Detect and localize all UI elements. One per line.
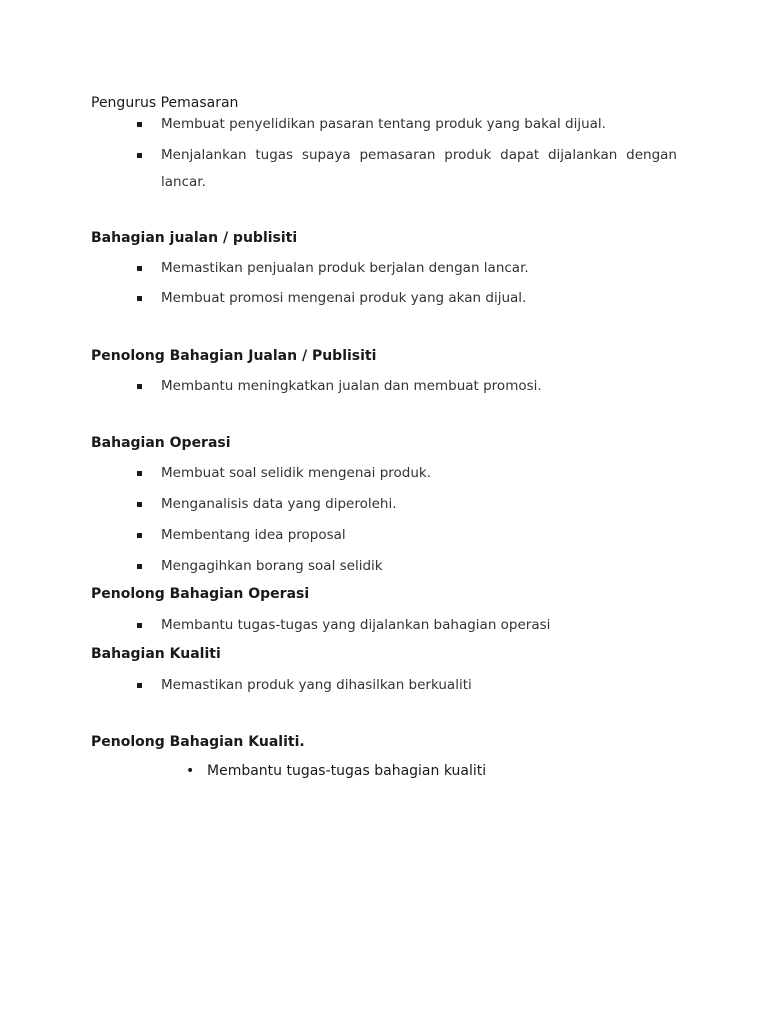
list-item-text: Membuat promosi mengenai produk yang akan dijual. [161, 290, 527, 306]
list-item-text: Mengagihkan borang soal selidik [161, 558, 383, 574]
section-heading-bahagian-jualan: Bahagian jualan / publisiti [91, 230, 298, 246]
list-item-text: Membuat soal selidik mengenai produk. [161, 465, 432, 481]
list-item-text: Menjalankan tugas supaya pemasaran produk dapat dijalankan dengan lancar. [161, 147, 677, 190]
section-heading-penolong-kualiti: Penolong Bahagian Kualiti. [91, 734, 305, 750]
list-item-text: Memastikan produk yang dihasilkan berkualiti [161, 677, 472, 693]
square-bullet-icon [137, 502, 142, 507]
square-bullet-icon [137, 296, 142, 301]
square-bullet-icon [137, 683, 142, 688]
list-item-text: Membentang idea proposal [161, 527, 346, 543]
square-bullet-icon [137, 533, 142, 538]
list-item-text: Menganalisis data yang diperolehi. [161, 496, 397, 512]
section-heading-penolong-operasi: Penolong Bahagian Operasi [91, 586, 310, 602]
section-heading-penolong-jualan: Penolong Bahagian Jualan / Publisiti [91, 348, 377, 364]
round-bullet-icon: • [186, 763, 195, 779]
list-item-text: Membuat penyelidikan pasaran tentang produk yang bakal dijual. [161, 116, 606, 132]
list-item-text: Membantu tugas-tugas yang dijalankan bahagian operasi [161, 617, 551, 633]
square-bullet-icon [137, 623, 142, 628]
square-bullet-icon [137, 471, 142, 476]
section-heading-bahagian-kualiti: Bahagian Kualiti [91, 646, 221, 662]
section-heading-bahagian-operasi: Bahagian Operasi [91, 435, 231, 451]
square-bullet-icon [137, 384, 142, 389]
list-item-text: Membantu meningkatkan jualan dan membuat promosi. [161, 378, 542, 394]
section-heading-pengurus-pemasaran: Pengurus Pemasaran [91, 95, 239, 111]
list-item-text: Memastikan penjualan produk berjalan dengan lancar. [161, 260, 529, 276]
square-bullet-icon [137, 122, 142, 127]
square-bullet-icon [137, 266, 142, 271]
square-bullet-icon [137, 564, 142, 569]
list-item-text: Membantu tugas-tugas bahagian kualiti [207, 763, 487, 779]
square-bullet-icon [137, 153, 142, 158]
